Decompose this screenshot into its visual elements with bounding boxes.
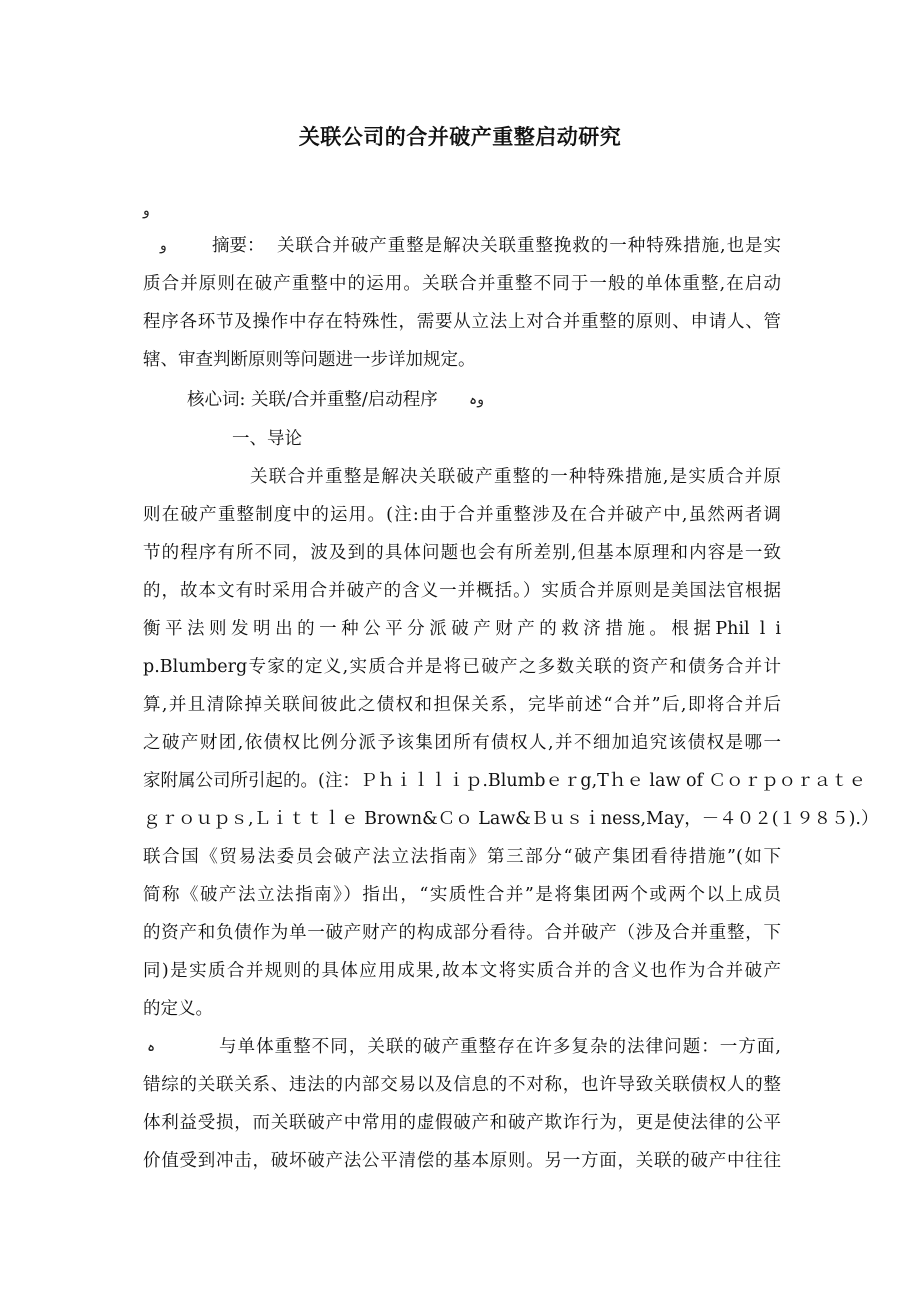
paragraph-line: 算,并且清除掉关联间彼此之债权和担保关系，完毕前述“合并”后,即将合并后: [143, 695, 781, 715]
paragraph-line: 的资产和负债作为单一破产财产的构成部分看待。合并破产（涉及合并重整，下: [143, 923, 781, 943]
paragraph-mark: و: [143, 203, 150, 219]
paragraph-line: 体利益受损，而关联破产中常用的虚假破产和破产欺诈行为，更是使法律的公平: [143, 1113, 781, 1133]
abstract-line: 辖、审查判断原则等问题进一步详加规定。: [143, 350, 476, 370]
paragraph-line: 联合国《贸易法委员会破产法立法指南》第三部分“破产集团看待措施”(如下: [143, 847, 781, 867]
document-title: 关联公司的合并破产重整启动研究: [298, 125, 622, 149]
paragraph-line: ｇｒｏｕｐｓ,Ｌｉｔｔｌｅ Brown&Ｃｏ Law&Ｂｕｓｉness,May，－４０２(１９８５).）: [143, 809, 879, 829]
abstract-line: 程序各环节及操作中存在特殊性，需要从立法上对合并重整的原则、申请人、管: [143, 312, 781, 332]
abstract-line: 质合并原则在破产重整中的运用。关联合并重整不同于一般的单体重整,在启动: [143, 274, 781, 294]
abstract-label: 摘要：: [212, 236, 265, 256]
paragraph-line: 错综的关联关系、违法的内部交易以及信息的不对称，也许导致关联债权人的整: [143, 1075, 781, 1095]
paragraph-line: 衡平法则发明出的一种公平分派破产财产的救济措施。根据Phil l i: [143, 619, 781, 639]
paragraph-line: 与单体重整不同，关联的破产重整存在许多复杂的法律问题：一方面,: [219, 1037, 781, 1057]
paragraph-line: 关联合并重整是解决关联破产重整的一种特殊措施,是实质合并原: [250, 467, 781, 487]
abstract-mark: و: [160, 238, 167, 254]
paragraph-line: 之破产财团,依债权比例分派予该集团所有债权人,并不细加追究该债权是哪一: [143, 733, 781, 753]
keywords-line: 核心词: 关联/合并重整/启动程序: [187, 390, 438, 410]
paragraph-line: 同)是实质合并规则的具体应用成果,故本文将实质合并的含义也作为合并破产: [143, 961, 781, 981]
paragraph-line: p.Blumberg专家的定义,实质合并是将已破产之多数关联的资产和债务合并计: [143, 657, 781, 677]
abstract-line: 关联合并破产重整是解决关联重整挽救的一种特殊措施,也是实: [277, 236, 781, 256]
paragraph-line: 简称《破产法立法指南》）指出，“实质性合并”是将集团两个或两个以上成员: [143, 885, 781, 905]
paragraph-line: 的定义。: [143, 999, 213, 1019]
paragraph-mark: ہ: [147, 1039, 156, 1055]
paragraph-line: 则在破产重整制度中的运用。(注:由于合并重整涉及在合并破产中,虽然两者调: [143, 505, 781, 525]
paragraph-line: 的，故本文有时采用合并破产的含义一并概括。）实质合并原则是美国法官根据: [143, 581, 781, 601]
paragraph-line: 价值受到冲击，破坏破产法公平清偿的基本原则。另一方面，关联的破产中往往: [143, 1151, 781, 1171]
section-heading: 一、导论: [232, 429, 302, 449]
keywords-mark: وہ: [469, 392, 484, 408]
paragraph-line: 家附属公司所引起的。(注：Ｐｈｉｌｌｉｐ.Blumbｅｒg,Tｈｅ law of Ｃｏｒｐｏｒａｔｅ: [143, 771, 867, 791]
paragraph-line: 节的程序有所不同，波及到的具体问题也会有所差别,但基本原理和内容是一致: [143, 543, 781, 563]
